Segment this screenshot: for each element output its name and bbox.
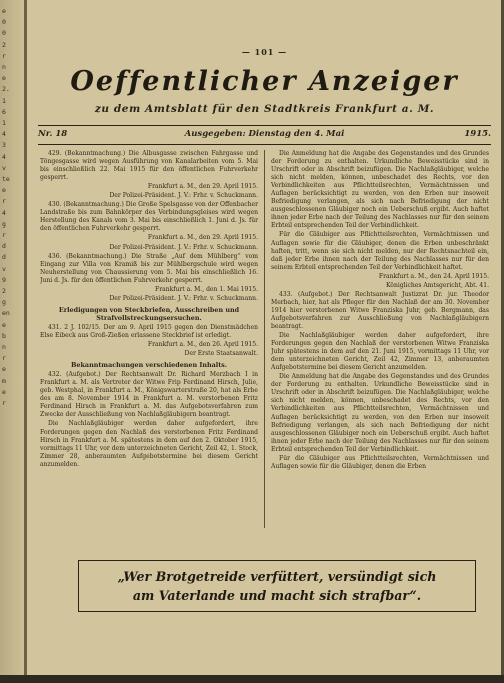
signature-line: Frankfurt a. M., den 29. April 1915. (147, 234, 258, 242)
gutter-fragment: b (2, 331, 6, 340)
gutter-fragment: e (2, 186, 6, 195)
gutter-fragment: r (2, 197, 6, 206)
signature-line: Der Polizei-Präsident. J. V.: Frhr. v. Schuckmann. (109, 243, 258, 251)
gutter-fragment: r (2, 354, 6, 363)
column-divider (264, 150, 265, 528)
masthead-rule-top (38, 125, 491, 126)
section-heading: Erledigungen von Steckbriefen, Ausschreiben und Strafvollstreckungsersuchen. (58, 305, 240, 322)
notice-paragraph: 430. (Bekanntmachung.) Die Große Spelsgasse von der Offenbacher Landstraße bis zum Bahnkörper des Verbindungsgleises wird wegen Herstellung des Kanals vom 3. Mai bis einschließlich 1. Juni d. Js. für den öffentlichen Fuhrverkehr gesperrt. (40, 201, 258, 233)
signature-line: Frankfurt a. M., den 24. April 1915. (378, 272, 489, 280)
notice-paragraph: Die Anmeldung hat die Angabe des Gegenstandes und des Grundes der Forderung zu enthalten. Urkundliche Beweisstücke sind in Urschrift oder in Abschrift beizufügen. Die Nachlaßgläubiger, welche sich nicht melden, können, unbeschadet des Rechts, vor den Verbindlichkeiten aus Pflichtteilsrechten, Vermächtnissen und Auflagen berücksichtigt zu werden, von den Erben nur insoweit Befriedigung verlangen, als sich nach Befriedigung der nicht ausgeschlossenen Gläubiger noch ein Ueberschuß ergibt. Auch haftet ihnen jeder Erbe nach der Teilung des Nachlasses nur für den seinem Erbteil entsprechenden Teil der Verbindlichkeit. (271, 373, 489, 453)
adjacent-page-gutter (0, 0, 24, 683)
gutter-fragment: r (2, 399, 6, 407)
notice-paragraph: 432. (Aufgebot.) Der Rechtsanwalt Dr. Richard Merzbach I in Frankfurt a. M. als Vertreter der Witwe Frip Ferdinand Hirsch, Julie, geb. Westphal, in Frankfurt a. M., Königswarterstraße 20, hat als Erbe des am 8. November 1914 in Frankfurt a. M. verstorbenen Fritz Ferdinand Hirsch in Frankfurt a. M. das Aufgebotsverfahren zum Zwecke der Ausschließung von Nachlaßgläubigern beantragt. (40, 371, 258, 419)
gutter-fragment: v (2, 264, 6, 273)
gutter-fragment: 1 (2, 96, 6, 105)
gutter-fragment: d (2, 242, 6, 251)
gutter-fragment: r (2, 231, 6, 239)
signature-line: Frankfurt a. M., den 26. April 1915. (147, 341, 258, 349)
gutter-fragment: 2 (2, 40, 6, 49)
notice-paragraph: Die Nachlaßgläubiger werden daher aufgefordert, ihre Forderungen gegen den Nachlaß des verstorbenen Fritz Ferdinand Hirsch in Frankfurt a. M. spätestens in dem auf den 2. Oktober 1915, vormittags 11 Uhr, vor dem unterzeichneten Gericht, Zeil 42, 1. Stock, Zimmer 28, anberaumten Aufgebotstermine bei diesem Gericht anzumelden. (40, 420, 258, 468)
issue-year: 1915. (464, 129, 491, 139)
gutter-fragment: e (2, 365, 6, 374)
gutter-fragment: n (2, 343, 6, 351)
gutter-fragment: m (2, 376, 6, 385)
notice-paragraph: 433. (Aufgebot.) Der Rechtsanwalt Justizrat Dr. jur. Theodor Merbach, hier, hat als Pfleger für den Nachlaß der am 30. November 1914 hier verstorbenen Witwe Franziska Juhr, geb. Bergmann, das Aufgebotsverfahren zur Ausschließung von Nachlaßgläubigern beantragt. (271, 290, 489, 330)
slogan-line-1: „Wer Brotgetreide verfüttert, versündigt sich (117, 569, 437, 584)
masthead-title: Oeffentlicher Anzeiger (70, 66, 459, 97)
signature-line: Königliches Amtsgericht, Abt. 41. (385, 281, 489, 289)
notice-paragraph: 431. 2 J. 102/15. Der am 9. April 1915 gegen den Dienstmädchen Else Eibeck aus Groß-Zießen erlassene Steckbrief ist erledigt. (40, 323, 258, 339)
gutter-fragment: 4 (2, 152, 6, 161)
signature-line: Der Erste Staatsanwalt. (184, 350, 258, 358)
page-number: — 101 — (241, 47, 288, 57)
slogan-line-2: am Vaterlande und macht sich strafbar“. (132, 588, 422, 603)
notice-paragraph: Die Anmeldung hat die Angabe des Gegenstandes und des Grundes der Forderung zu enthalten. Urkundliche Beweisstücke sind in Urschrift oder in Abschrift beizufügen. Die Nachlaßgläubiger, welche sich nicht melden, können, unbeschadet des Rechts, vor den Verbindlichkeiten aus Pflichtteilsrechten, Vermächtnissen und Auflagen berücksichtigt zu werden, von den Erben nur insoweit Befriedigung verlangen, als sich nach Befriedigung der nicht ausgeschlossenen Gläubiger noch ein Ueberschuß ergibt. Auch haftet ihnen jeder Erbe nach der Teilung des Nachlasses nur für den seinem Erbteil entsprechenden Teil der Verbindlichkeit. (271, 150, 489, 230)
gutter-fragment: 6 (2, 107, 6, 116)
gutter-fragment: 0 (2, 29, 6, 38)
issue-date: Ausgegeben: Dienstag den 4. Mai (184, 129, 345, 139)
gutter-fragment: e (2, 74, 6, 83)
gutter-fragment: v (2, 163, 6, 172)
notice-paragraph: 429. (Bekanntmachung.) Die Albusgasse zwischen Fahrgasse und Töngesgasse wird wegen Ausführung von Kanalarbeiten vom 5. Mai bis einschließlich 22. Mai 1915 für den öffentlichen Fuhrverkehr gesperrt. (40, 150, 258, 182)
signature-line: Der Polizei-Präsident. J. V.: Frhr. v. Schuckmann. (109, 294, 258, 302)
notice-paragraph: 436. (Bekanntmachung.) Die Straße „Auf dem Mühlberg“ vom Eingang zur Villa von Kramiß bis zur Mühlbergschule wird wegen Neuherstellung von Chaussierung vom 5. Mai bis einschließlich 16. Juni d. Js. für den öffentlichen Fuhrverkehr gesperrt. (40, 252, 258, 284)
gutter-fragment: e (2, 387, 6, 396)
gutter-fragment: 2. (2, 85, 10, 94)
issue-number: Nr. 18 (38, 129, 68, 139)
gutter-fragment: e (2, 7, 6, 15)
gutter-fragment: n (2, 63, 6, 71)
gutter-fragment: 2 (2, 287, 6, 295)
gutter-fragment: e (2, 320, 6, 329)
gutter-fragment: 9 (2, 275, 6, 284)
notice-paragraph: Die Nachlaßgläubiger werden daher aufgefordert, ihre Forderungen gegen den Nachlaß der verstorbenen Witwe Franziska Juhr spätestens in dem auf den 21. Juni 1915, vormittags 11 Uhr, vor dem unterzeichneten Gericht, Zeil 42, Zimmer 13, anberaumten Aufgebotstermine bei diesem Gericht anzumelden. (271, 332, 489, 372)
gutter-fragment: te (2, 175, 10, 183)
gutter-fragment: d (2, 253, 6, 262)
newspaper-sheet (28, 0, 501, 675)
gutter-fragment: 3 (2, 141, 6, 150)
gutter-fragment: 1 (2, 119, 6, 127)
gutter-fragment: g (2, 219, 6, 228)
gutter-fragment: 0 (2, 18, 6, 27)
notice-paragraph: Für die Gläubiger aus Pflichtteilsrechten, Vermächtnissen und Auflagen sowie für die Gläubiger, denen die Erben unbeschränkt haften, tritt, wenn sie sich nicht melden, nur der Rechtsnachteil ein, daß jeder Erbe ihnen nach der Teilung des Nachlasses nur für den seinem Erbteil entsprechenden Teil der Verbindlichkeit haftet. (271, 231, 489, 271)
binding-spine (24, 0, 27, 683)
slogan-box (78, 560, 476, 612)
notice-paragraph: Für die Gläubiger aus Pflichtteilsrechten, Vermächtnissen und Auflagen sowie für die Gläubiger, denen die Erben (271, 454, 489, 470)
page-edge-bottom (0, 675, 504, 683)
signature-line: Der Polizei-Präsident. J. V.: Frhr. v. Schuckmann. (109, 192, 258, 200)
signature-line: Frankfurt a. M., den 1. Mai 1915. (155, 285, 258, 293)
gutter-fragment: 4 (2, 208, 6, 217)
gutter-fragment: 4 (2, 130, 6, 139)
section-heading: Bekanntmachungen verschiedenen Inhalts. (71, 361, 227, 370)
gutter-fragment: en (2, 309, 10, 318)
gutter-fragment: r (2, 51, 6, 60)
masthead-subtitle: zu dem Amtsblatt für den Stadtkreis Frankfurt a. M. (94, 103, 435, 115)
left-column (40, 150, 258, 530)
gutter-fragment: g (2, 298, 6, 307)
issue-info-bar (38, 129, 491, 142)
right-column (271, 150, 489, 530)
signature-line: Frankfurt a. M., den 29. April 1915. (147, 183, 258, 191)
masthead-rule-bottom (38, 144, 491, 145)
